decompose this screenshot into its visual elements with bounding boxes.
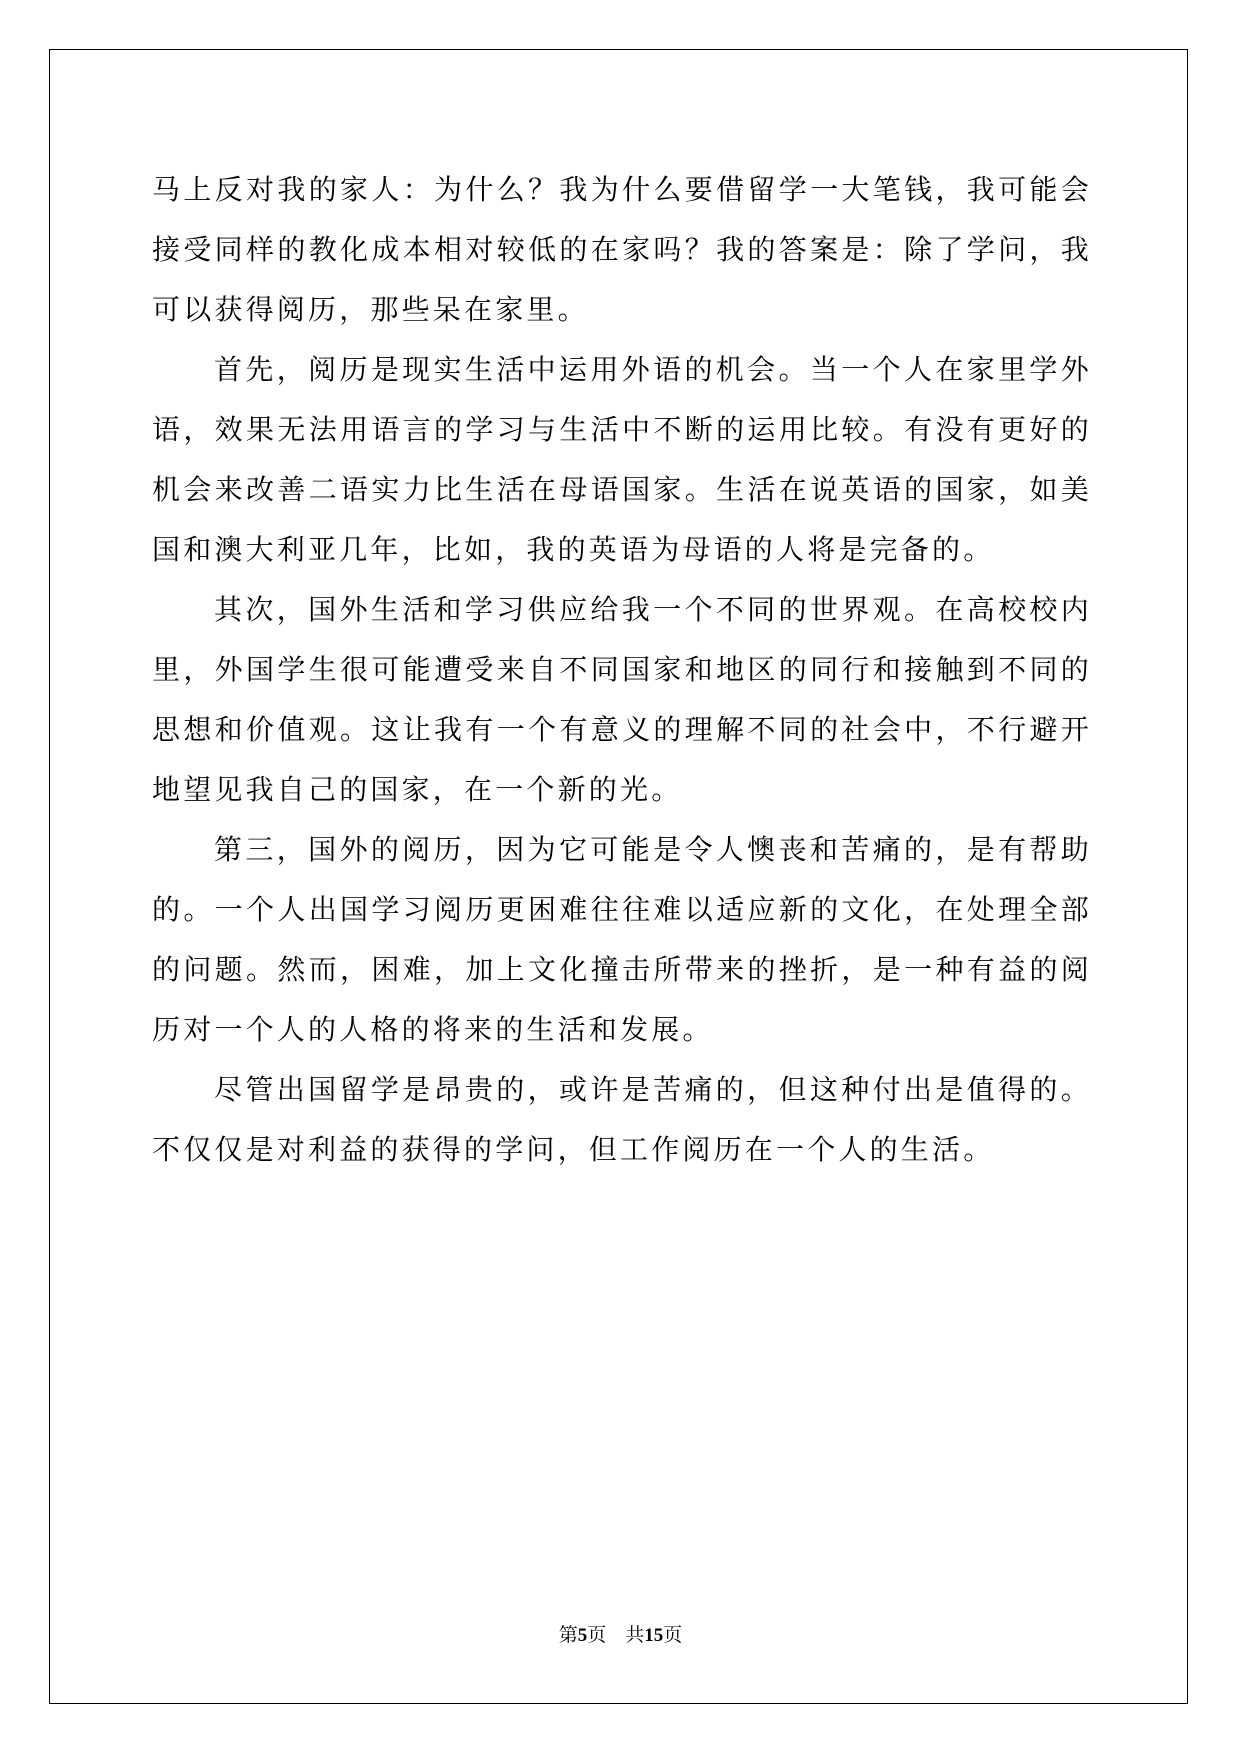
current-page-number: 5 — [577, 1625, 588, 1646]
document-body — [152, 160, 1092, 1180]
paragraph-1: 马上反对我的家人：为什么？我为什么要借留学一大笔钱，我可能会接受同样的教化成本相对较低的在家吗？我的答案是：除了学问，我可以获得阅历，那些呆在家里。 — [152, 173, 1092, 326]
paragraph-4: 第三，国外的阅历，因为它可能是令人懊丧和苦痛的，是有帮助的。一个人出国学习阅历更困难往往难以适应新的文化，在处理全部的问题。然而，困难，加上文化撞击所带来的挫折，是一种有益的阅历对一个人的人格的将来的生活和发展。 — [152, 833, 1092, 1046]
footer-total-suffix: 页 — [663, 1625, 683, 1646]
footer-page-suffix: 页 — [587, 1625, 607, 1646]
total-page-count: 15 — [644, 1625, 664, 1646]
footer-prefix: 第 — [558, 1625, 578, 1646]
footer-total-prefix: 共 — [625, 1625, 645, 1646]
paragraph-5: 尽管出国留学是昂贵的，或许是苦痛的，但这种付出是值得的。不仅仅是对利益的获得的学问，但工作阅历在一个人的生活。 — [152, 1073, 1092, 1166]
page-footer — [0, 1620, 1241, 1647]
paragraph-3: 其次，国外生活和学习供应给我一个不同的世界观。在高校校内里，外国学生很可能遭受来自不同国家和地区的同行和接触到不同的思想和价值观。这让我有一个有意义的理解不同的社会中，不行避开地望见我自己的国家，在一个新的光。 — [152, 593, 1092, 806]
paragraph-2: 首先，阅历是现实生活中运用外语的机会。当一个人在家里学外语，效果无法用语言的学习与生活中不断的运用比较。有没有更好的机会来改善二语实力比生活在母语国家。生活在说英语的国家，如美国和澳大利亚几年，比如，我的英语为母语的人将是完备的。 — [152, 353, 1092, 566]
